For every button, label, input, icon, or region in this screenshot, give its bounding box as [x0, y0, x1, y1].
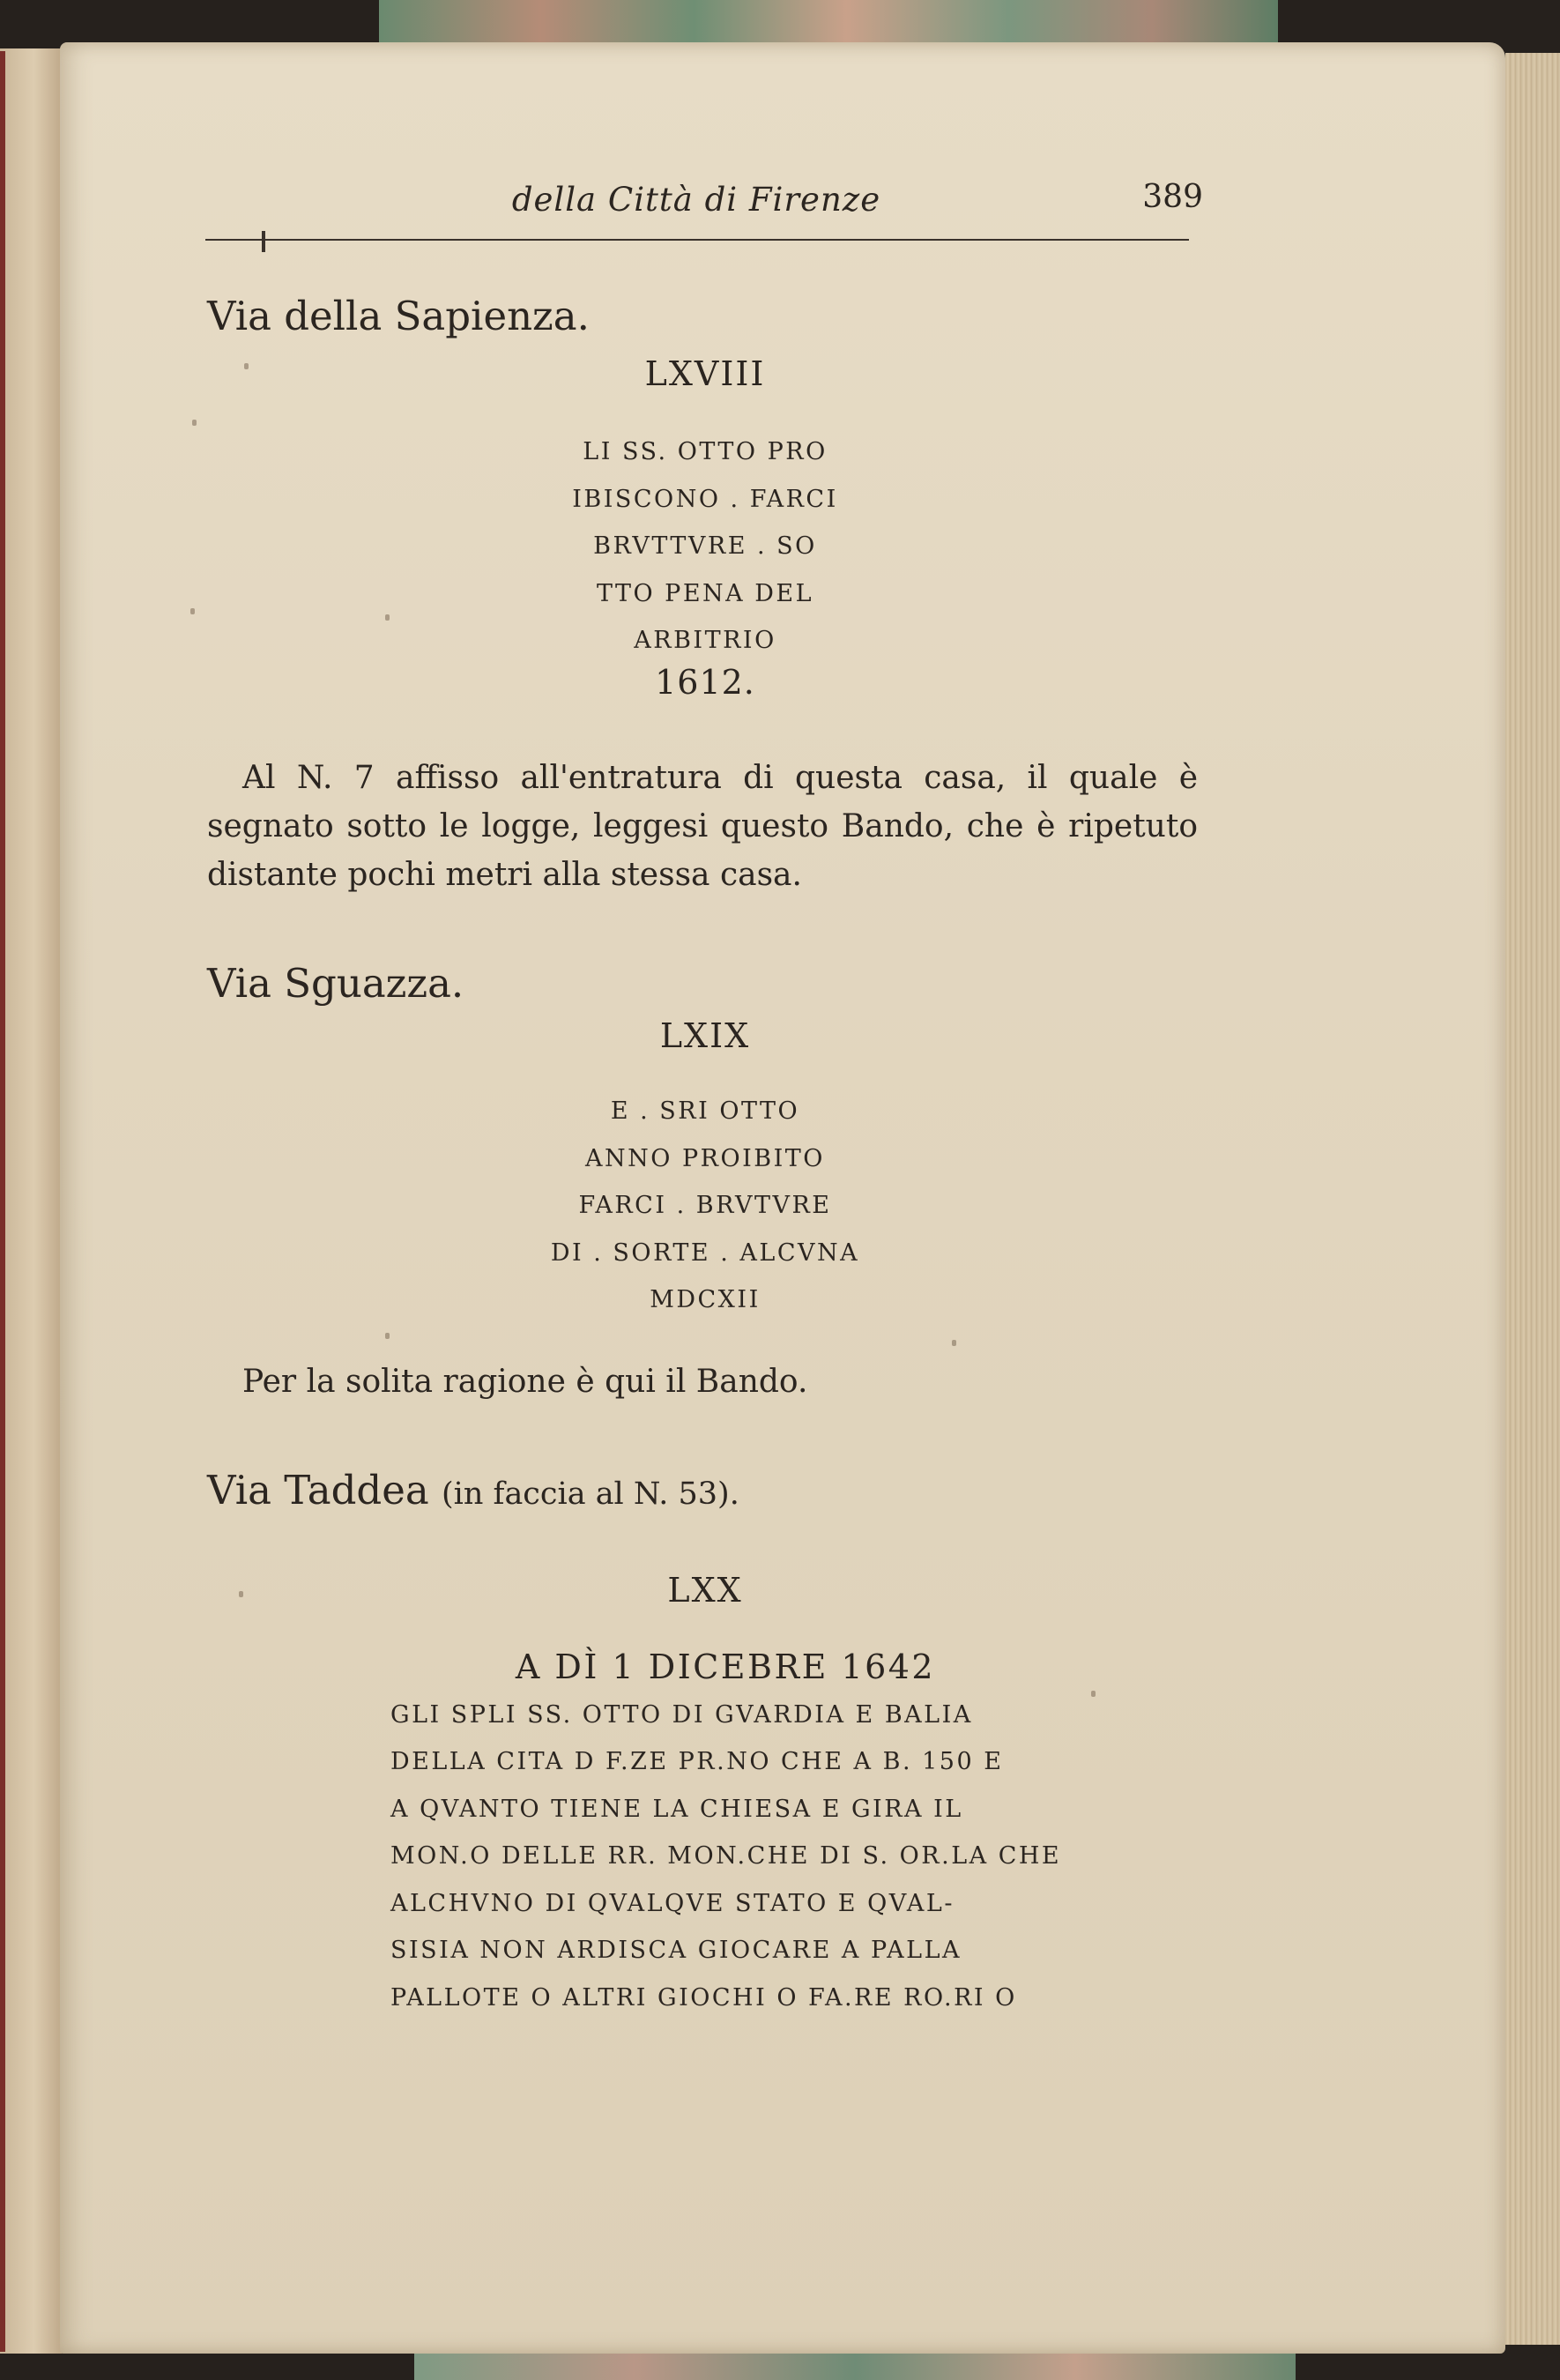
inscription-line: E . SRI OTTO — [610, 1097, 800, 1125]
paper-speck — [952, 1340, 956, 1346]
inscription-line: ALCHVNO DI QVALQVE STATO E QVAL- — [390, 1889, 955, 1917]
inscription-block — [390, 1644, 1060, 2021]
commentary-paragraph — [207, 754, 1198, 899]
street-heading: Via Sguazza. — [207, 960, 464, 1007]
inscription-line: MDCXII — [650, 1286, 761, 1313]
rule-mark — [262, 231, 265, 252]
inscription-line: DELLA CITA D F.ZE PR.NO CHE A B. 150 E — [390, 1748, 1004, 1775]
inscription-block — [494, 428, 917, 665]
street-location-note: (in faccia al N. 53). — [441, 1476, 739, 1512]
commentary-text: Al N. 7 affisso all'entratura di questa casa, il quale è segnato sotto le logge, leggesi questo Bando, che è ripetuto distante pochi metri alla stessa casa. — [207, 760, 1198, 893]
inscription-line: BRVTTVRE . SO — [593, 532, 817, 560]
paper-speck — [190, 608, 195, 614]
page-number: 389 — [1142, 179, 1203, 215]
inscription-line: DI . SORTE . ALCVNA — [550, 1238, 860, 1267]
inscription-numeral: LXIX — [659, 1016, 751, 1055]
inscription-line: GLI SPLI SS. OTTO DI GVARDIA E BALIA — [390, 1700, 973, 1729]
running-head: della Città di Firenze — [511, 181, 881, 219]
inscription-line: IBISCONO . FARCI — [572, 485, 838, 513]
inscription-line: FARCI . BRVTVRE — [578, 1192, 832, 1219]
header-rule — [205, 239, 1189, 241]
commentary-paragraph — [207, 1357, 1198, 1406]
inscription-year: 1612. — [655, 663, 755, 702]
paper-speck — [385, 614, 390, 621]
street-heading: Via della Sapienza. — [207, 293, 590, 339]
paper-speck — [244, 363, 249, 369]
inscription-line: TTO PENA DEL — [596, 579, 814, 607]
inscription-numeral: LXVIII — [644, 354, 766, 393]
inscription-line: A QVANTO TIENE LA CHIESA E GIRA IL — [390, 1795, 963, 1823]
inscription-line: MON.O DELLE RR. MON.CHE DI S. OR.LA CHE — [390, 1842, 1062, 1870]
inscription-line: LI SS. OTTO PRO — [583, 438, 828, 465]
commentary-text: Per la solita ragione è qui il Bando. — [242, 1364, 808, 1400]
paper-speck — [239, 1591, 243, 1597]
inscription-numeral: LXX — [667, 1571, 743, 1610]
inscription-date-line: A DÌ 1 DICEBRE 1642 — [515, 1647, 936, 1686]
inscription-block — [494, 1088, 917, 1324]
inscription-line: PALLOTE O ALTRI GIOCHI O FA.RE RO.RI O — [390, 1983, 1017, 2012]
street-heading — [207, 1468, 739, 1514]
paper-speck — [385, 1333, 390, 1339]
paper-speck — [1091, 1691, 1096, 1697]
inscription-line: ANNO PROIBITO — [585, 1144, 825, 1172]
inscription-line: SISIA NON ARDISCA GIOCARE A PALLA — [390, 1937, 962, 1964]
street-name: Via Taddea — [207, 1467, 429, 1514]
inscription-line: ARBITRIO — [634, 627, 776, 654]
paper-speck — [192, 420, 197, 426]
